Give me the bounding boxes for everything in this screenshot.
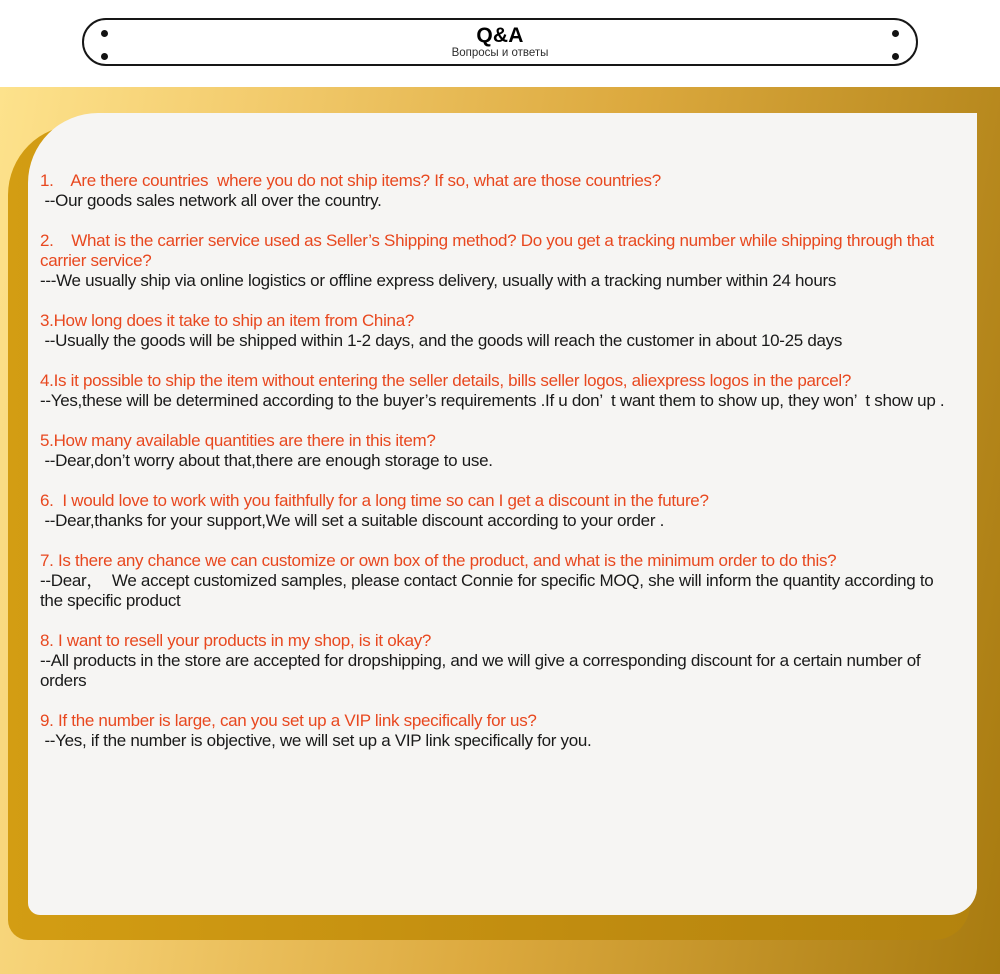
qa-question: 5.How many available quantities are there in this item? [40, 431, 436, 450]
qa-question: 1. Are there countries where you do not ship items? If so, what are those countries? [40, 171, 661, 190]
qa-question: 2. What is the carrier service used as Seller’s Shipping method? Do you get a tracking number while shipping through that carrier service? [40, 231, 939, 270]
qa-answer: --Yes, if the number is objective, we will set up a VIP link specifically for you. [40, 731, 592, 750]
qa-answer: --Yes,these will be determined according to the buyer’s requirements .If u don’ t want them to show up, they won’ t show up . [40, 391, 945, 410]
qa-question: 4.Is it possible to ship the item without entering the seller details, bills seller logos, aliexpress logos in the parcel? [40, 371, 852, 390]
page-title: Q&A [476, 23, 524, 47]
qa-item-2 [40, 231, 955, 291]
pill-dot [101, 30, 108, 37]
qa-answer: --All products in the store are accepted for dropshipping, and we will give a corresponding discount for a certain number of orders [40, 651, 925, 690]
qa-question: 6. I would love to work with you faithfully for a long time so can I get a discount in the future? [40, 491, 709, 510]
pill-dot [892, 30, 899, 37]
qa-answer: --Dear， We accept customized samples, please contact Connie for specific MOQ, she will inform the quantity according to the specific product [40, 571, 938, 610]
qa-answer: ---We usually ship via online logistics or offline express delivery, usually with a tracking number within 24 hours [40, 271, 837, 290]
qa-item-1 [40, 171, 955, 211]
qa-question: 3.How long does it take to ship an item from China? [40, 311, 415, 330]
qa-answer: --Dear,thanks for your support,We will set a suitable discount according to your order . [40, 511, 665, 530]
qa-item-5 [40, 431, 955, 471]
qa-item-4 [40, 371, 955, 411]
page-subtitle: Вопросы и ответы [451, 46, 549, 59]
qa-question: 8. I want to resell your products in my shop, is it okay? [40, 631, 432, 650]
qa-answer: --Dear,don’t worry about that,there are enough storage to use. [40, 451, 493, 470]
qa-question: 9. If the number is large, can you set up a VIP link specifically for us? [40, 711, 537, 730]
qa-answer: --Our goods sales network all over the country. [40, 191, 382, 210]
qa-answer: --Usually the goods will be shipped within 1-2 days, and the goods will reach the customer in about 10-25 days [40, 331, 843, 350]
pill-dot [101, 53, 108, 60]
qa-item-3 [40, 311, 955, 351]
qa-header-pill [82, 18, 918, 66]
qa-item-9 [40, 711, 955, 751]
qa-item-6 [40, 491, 955, 531]
pill-dot [892, 53, 899, 60]
qa-panel [28, 113, 977, 915]
qa-item-8 [40, 631, 955, 691]
qa-question: 7. Is there any chance we can customize or own box of the product, and what is the minimum order to do this? [40, 551, 837, 570]
qa-item-7 [40, 551, 955, 611]
